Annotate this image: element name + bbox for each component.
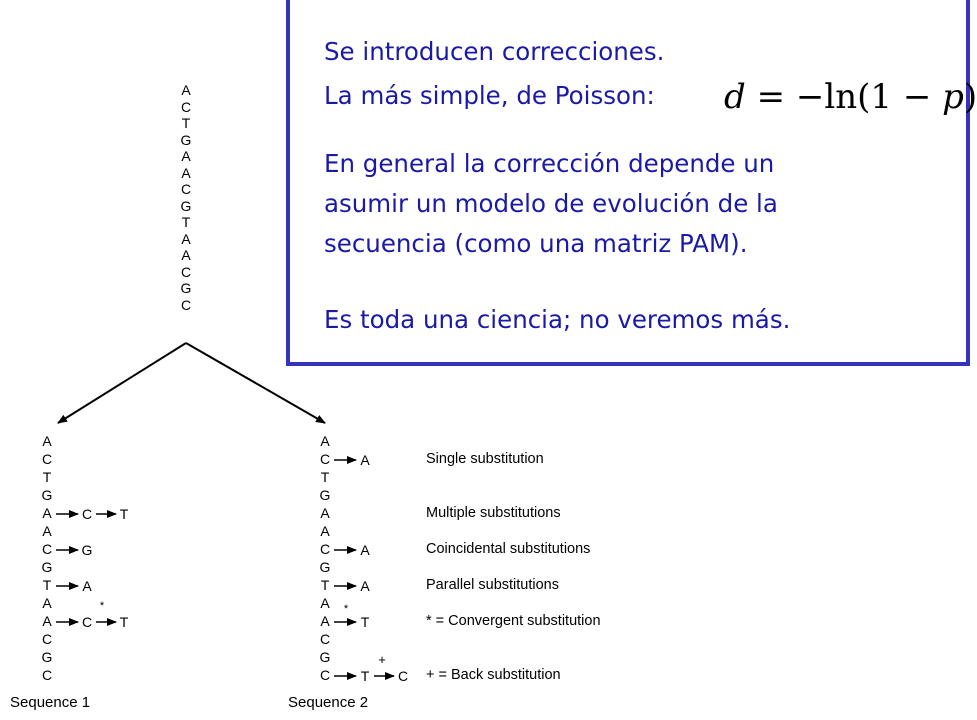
seq2-back-t: T: [360, 668, 370, 684]
note-line-2: La más simple, de Poisson:: [324, 81, 655, 110]
seq2-base: T: [320, 469, 330, 485]
ancestor-base: A: [181, 247, 191, 263]
branch-left-arrow: [58, 343, 186, 423]
ancestor-base: C: [180, 98, 192, 115]
seq2-base: C: [319, 667, 331, 683]
note-line-1: Se introducen correcciones.: [324, 37, 665, 66]
formula-p: p: [942, 77, 964, 117]
legend-convergent: * = Convergent substitution: [426, 613, 601, 629]
seq1-base: A: [42, 595, 52, 611]
legend-single: Single substitution: [426, 451, 544, 467]
seq2-base: G: [319, 487, 331, 503]
legend-multiple: Multiple substitutions: [426, 505, 561, 521]
ancestor-base: A: [181, 148, 191, 164]
poisson-formula: [724, 77, 977, 117]
seq1-sub-a: A: [82, 578, 92, 594]
seq1-base: A: [42, 613, 52, 629]
legend-back: + = Back substitution: [426, 667, 561, 683]
formula-body: = −ln(1 −: [745, 77, 943, 117]
seq1-sub-c: C: [81, 506, 93, 522]
formula-d: d: [724, 77, 746, 117]
note-para3: Es toda una ciencia; no veremos más.: [324, 305, 791, 334]
note-para2-line1: En general la corrección depende un: [324, 149, 775, 178]
seq2-base: A: [320, 523, 330, 539]
seq2-sub-a2: A: [360, 542, 370, 558]
sequence1-column: [40, 432, 54, 684]
seq1-sub-t2: T: [119, 614, 129, 630]
seq1-base: T: [42, 577, 52, 593]
ancestor-base: C: [180, 296, 192, 313]
seq2-base: C: [319, 451, 331, 467]
ancestor-base: T: [181, 214, 191, 230]
seq2-sub-t: T: [360, 614, 370, 630]
note-para2-line2: asumir un modelo de evolución de la: [324, 189, 778, 218]
seq1-base: C: [41, 667, 53, 683]
ancestor-base: A: [181, 164, 191, 181]
seq2-base: A: [320, 595, 330, 611]
seq1-sub-g: G: [81, 542, 93, 558]
seq2-base: A: [320, 613, 330, 629]
sequence1-label: Sequence 1: [10, 694, 91, 711]
seq1-base: G: [41, 559, 53, 575]
seq1-sub-c2: C: [81, 614, 93, 630]
seq2-sub-a3: A: [360, 578, 370, 594]
sequence2-column: [318, 432, 332, 684]
ancestor-base: G: [180, 280, 192, 296]
seq2-base: A: [320, 505, 330, 521]
seq1-base: C: [41, 451, 53, 467]
note-box: [286, 0, 970, 366]
note-para2-line3: secuencia (como una matriz PAM).: [324, 229, 748, 258]
ancestor-base: G: [180, 131, 192, 148]
legend-coincidental: Coincidental substitutions: [426, 541, 591, 557]
seq2-star: *: [343, 603, 349, 615]
seq1-base: G: [41, 487, 53, 503]
seq1-base: A: [42, 433, 52, 449]
ancestor-base: A: [181, 82, 191, 98]
seq1-base: C: [41, 541, 53, 557]
seq2-base: C: [319, 541, 331, 557]
ancestor-base: G: [180, 197, 192, 214]
ancestor-sequence: [179, 82, 193, 313]
seq1-base: A: [42, 523, 52, 539]
ancestor-base: T: [181, 115, 191, 131]
seq2-base: G: [319, 649, 331, 665]
ancestor-base: C: [180, 263, 192, 280]
seq2-sub-a1: A: [360, 452, 370, 468]
formula-close: ): [963, 77, 977, 117]
seq2-base: T: [320, 577, 330, 593]
seq1-base: T: [42, 469, 52, 485]
ancestor-base: A: [181, 230, 191, 247]
seq1-base: A: [42, 505, 52, 521]
sequence2-label: Sequence 2: [288, 694, 369, 711]
legend-parallel: Parallel substitutions: [426, 577, 559, 593]
seq2-plus: +: [378, 652, 386, 667]
seq2-base: A: [320, 433, 330, 449]
seq2-back-c: C: [397, 668, 409, 684]
seq1-base: C: [41, 631, 53, 647]
ancestor-base: C: [180, 181, 192, 197]
seq1-sub-t: T: [119, 506, 129, 522]
seq1-star: *: [99, 600, 105, 612]
seq2-base: G: [319, 559, 331, 575]
seq2-base: C: [319, 631, 331, 647]
seq1-base: G: [41, 649, 53, 665]
